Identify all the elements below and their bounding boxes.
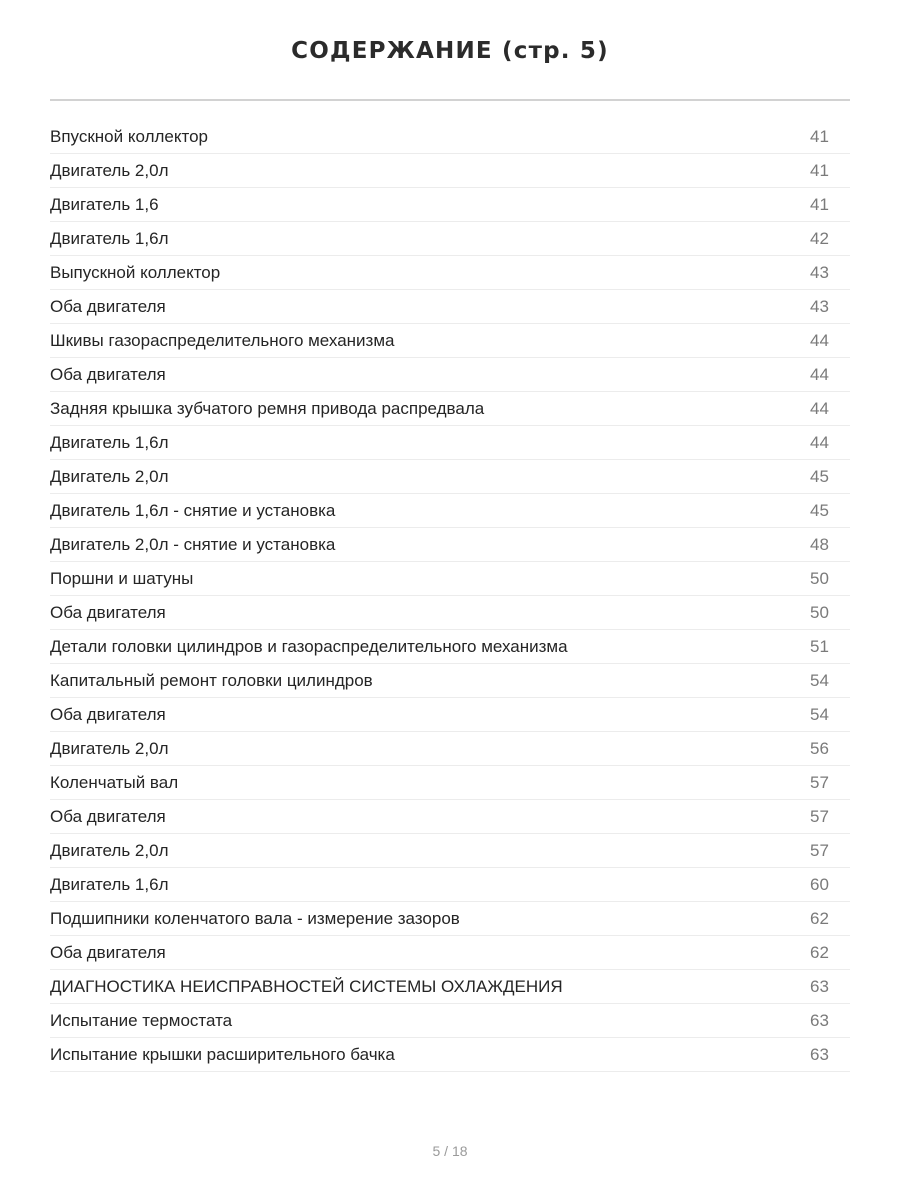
toc-entry-page: 41 — [810, 126, 829, 146]
toc-entry-title: Коленчатый вал — [50, 772, 179, 792]
toc-entry-title: Оба двигателя — [50, 602, 166, 622]
toc-entry-title: Оба двигателя — [50, 942, 166, 962]
toc-entry-page: 44 — [810, 398, 829, 418]
toc-entry-page: 62 — [810, 942, 829, 962]
page-number-footer: 5 / 18 — [432, 1143, 468, 1159]
toc-entry-page: 45 — [810, 500, 829, 520]
toc-entry-title: Шкивы газораспределительного механизма — [50, 330, 395, 350]
toc-list — [50, 120, 850, 1072]
toc-entry[interactable] — [50, 562, 850, 596]
toc-entry-title: Оба двигателя — [50, 704, 166, 724]
toc-entry-page: 51 — [810, 636, 829, 656]
toc-entry-page: 44 — [810, 432, 829, 452]
page-title: СОДЕРЖАНИЕ (стр. 5) — [291, 38, 609, 64]
toc-entry-title: Задняя крышка зубчатого ремня привода распредвала — [50, 398, 485, 418]
toc-entry[interactable] — [50, 1004, 850, 1038]
toc-entry-title: Капитальный ремонт головки цилиндров — [50, 670, 373, 690]
toc-entry[interactable] — [50, 494, 850, 528]
toc-entry-title: Двигатель 1,6л — [50, 874, 169, 894]
toc-entry-page: 42 — [810, 228, 829, 248]
toc-entry[interactable] — [50, 868, 850, 902]
toc-entry-title: Оба двигателя — [50, 364, 166, 384]
toc-entry-title: Выпускной коллектор — [50, 262, 221, 282]
toc-entry-page: 60 — [810, 874, 829, 894]
toc-entry-title: Оба двигателя — [50, 296, 166, 316]
toc-entry-page: 48 — [810, 534, 829, 554]
toc-entry[interactable] — [50, 120, 850, 154]
toc-entry-page: 63 — [810, 976, 829, 996]
toc-entry[interactable] — [50, 936, 850, 970]
toc-entry[interactable] — [50, 290, 850, 324]
toc-entry-page: 43 — [810, 262, 829, 282]
toc-entry-page: 41 — [810, 160, 829, 180]
toc-entry[interactable] — [50, 970, 850, 1004]
toc-entry-title: Двигатель 1,6л — [50, 432, 169, 452]
toc-entry[interactable] — [50, 1038, 850, 1072]
title-divider — [50, 99, 850, 101]
toc-entry[interactable] — [50, 664, 850, 698]
toc-entry-title: Детали головки цилиндров и газораспределительного механизма — [50, 636, 568, 656]
toc-entry-title: Двигатель 2,0л — [50, 840, 169, 860]
toc-entry[interactable] — [50, 732, 850, 766]
toc-entry-title: Двигатель 2,0л — [50, 738, 169, 758]
toc-entry[interactable] — [50, 392, 850, 426]
toc-entry[interactable] — [50, 188, 850, 222]
toc-entry-page: 41 — [810, 194, 829, 214]
toc-entry[interactable] — [50, 698, 850, 732]
toc-entry-title: Впускной коллектор — [50, 126, 208, 146]
toc-entry-page: 63 — [810, 1010, 829, 1030]
toc-entry[interactable] — [50, 528, 850, 562]
toc-entry[interactable] — [50, 800, 850, 834]
toc-entry-title: Двигатель 1,6л — [50, 228, 169, 248]
toc-entry-title: Оба двигателя — [50, 806, 166, 826]
toc-entry-page: 57 — [810, 840, 829, 860]
toc-entry-title: ДИАГНОСТИКА НЕИСПРАВНОСТЕЙ СИСТЕМЫ ОХЛАЖДЕНИЯ — [50, 976, 563, 996]
toc-entry-page: 43 — [810, 296, 829, 316]
toc-entry-page: 63 — [810, 1044, 829, 1064]
toc-entry-page: 56 — [810, 738, 829, 758]
toc-entry-page: 44 — [810, 330, 829, 350]
toc-entry[interactable] — [50, 426, 850, 460]
toc-entry-page: 57 — [810, 772, 829, 792]
toc-entry-page: 62 — [810, 908, 829, 928]
toc-entry[interactable] — [50, 834, 850, 868]
toc-entry[interactable] — [50, 596, 850, 630]
toc-entry-title: Двигатель 2,0л — [50, 160, 169, 180]
toc-entry[interactable] — [50, 256, 850, 290]
toc-entry[interactable] — [50, 154, 850, 188]
toc-entry-page: 54 — [810, 704, 829, 724]
toc-entry-title: Двигатель 2,0л - снятие и установка — [50, 534, 336, 554]
toc-entry[interactable] — [50, 630, 850, 664]
toc-entry-title: Испытание термостата — [50, 1010, 233, 1030]
toc-entry[interactable] — [50, 460, 850, 494]
toc-entry[interactable] — [50, 222, 850, 256]
toc-entry-page: 45 — [810, 466, 829, 486]
toc-entry[interactable] — [50, 766, 850, 800]
toc-entry[interactable] — [50, 902, 850, 936]
toc-entry-title: Двигатель 2,0л — [50, 466, 169, 486]
toc-entry[interactable] — [50, 358, 850, 392]
toc-entry-title: Поршни и шатуны — [50, 568, 194, 588]
toc-entry-page: 44 — [810, 364, 829, 384]
toc-entry-page: 50 — [810, 568, 829, 588]
toc-entry-title: Двигатель 1,6 — [50, 194, 159, 214]
toc-entry-title: Подшипники коленчатого вала - измерение зазоров — [50, 908, 460, 928]
toc-entry-title: Испытание крышки расширительного бачка — [50, 1044, 395, 1064]
toc-entry[interactable] — [50, 324, 850, 358]
toc-entry-page: 57 — [810, 806, 829, 826]
toc-entry-title: Двигатель 1,6л - снятие и установка — [50, 500, 336, 520]
toc-entry-page: 50 — [810, 602, 829, 622]
toc-entry-page: 54 — [810, 670, 829, 690]
